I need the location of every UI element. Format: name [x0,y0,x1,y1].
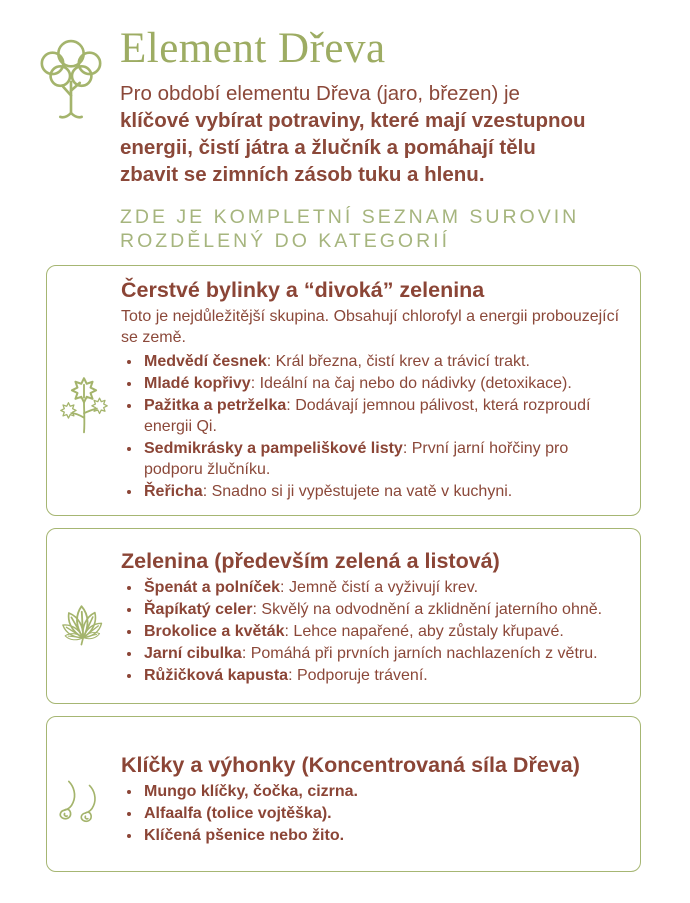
card-title: Klíčky a výhonky (Koncentrovaná síla Dřeva) [121,753,580,777]
list-item [142,395,630,437]
ingredient-term: Brokolice a květák [144,623,285,640]
list-item [142,577,630,598]
ingredient-term: Alfaalfa (tolice vojtěška). [144,805,332,822]
intro-line: energii, čistí játra a žlučník a pomáhají tělu [120,136,536,159]
card-title: Čerstvé bylinky a “divoká” zelenina [121,278,485,302]
ingredient-term: Pažitka a petrželka [144,397,287,414]
ingredient-list [121,351,630,502]
list-item [142,438,630,480]
ingredient-term: Špenát a polníček [144,579,281,596]
ingredient-term: Sedmikrásky a pampeliškové listy [144,440,403,457]
intro-line: Pro období elementu Dřeva (jaro, březen) je [120,82,520,105]
list-item [142,643,630,664]
ingredient-desc: : Ideální na čaj nebo do nádivky (detoxikace). [250,375,572,392]
page-root [0,25,690,903]
list-item [142,373,630,394]
card-description: Toto je nejdůležitější skupina. Obsahují chlorofyl a energii probouzející se země. [121,308,620,346]
ingredient-term: Klíčená pšenice nebo žito. [144,827,345,844]
tree-icon [36,37,106,119]
spinach-leaves-icon [54,587,114,649]
ingredient-desc: : Podporuje trávení. [288,667,428,684]
list-item [142,825,630,846]
ingredient-term: Mungo klíčky, čočka, cizrna. [144,783,358,800]
list-item [142,665,630,686]
ingredient-desc: : Pomáhá při prvních jarních nachlazeních z větru. [241,645,598,662]
card-body [121,278,630,503]
list-item [142,481,630,502]
ingredient-desc: : Jemně čistí a vyživují krev. [280,579,479,596]
parsley-sprig-icon [56,372,112,436]
ingredient-term: Mladé kopřivy [144,375,251,392]
section-heading [120,205,690,253]
page-title: Element Dřeva [120,25,386,72]
list-item [142,781,630,802]
list-item [142,351,630,372]
category-card-herbs [46,265,641,516]
card-icon-column [47,278,121,503]
category-card-vegetables [46,528,641,704]
ingredient-desc: : Snadno si ji vypěstujete na vatě v kuchyni. [202,483,513,500]
card-body [121,549,630,687]
ingredient-list [121,781,630,846]
ingredient-term: Řeřicha [144,483,203,500]
card-title: Zelenina (především zelená a listová) [121,549,500,573]
category-card-sprouts [46,716,641,872]
ingredient-desc: : Lehce napařené, aby zůstaly křupavé. [284,623,564,640]
list-item [142,621,630,642]
card-icon-column [47,753,121,847]
ingredient-desc: : Dodávají jemnou pálivost, která rozproudí energii Qi. [144,397,591,435]
intro-line: klíčové vybírat potraviny, které mají vzestupnou [120,109,586,132]
list-item [142,599,630,620]
list-item [142,803,630,824]
ingredient-term: Jarní cibulka [144,645,242,662]
intro-paragraph [120,80,690,188]
sprouts-icon [57,772,111,828]
intro-line: zbavit se zimních zásob tuku a hlenu. [120,163,485,186]
ingredient-desc: : První jarní hořčiny pro podporu žlučníku. [144,440,569,478]
ingredient-desc: : Skvělý na odvodnění a zklidnění jaterního ohně. [252,601,603,618]
ingredient-list [121,577,630,686]
section-heading-line: ROZDĚLENÝ DO KATEGORIÍ [120,230,451,252]
card-body [121,753,630,847]
ingredient-term: Řapíkatý celer [144,601,253,618]
ingredient-desc: : Král března, čistí krev a trávicí trakt. [266,353,530,370]
section-heading-line: ZDE JE KOMPLETNÍ SEZNAM SUROVIN [120,206,580,228]
ingredient-term: Medvědí česnek [144,353,267,370]
ingredient-term: Růžičková kapusta [144,667,289,684]
card-icon-column [47,549,121,687]
